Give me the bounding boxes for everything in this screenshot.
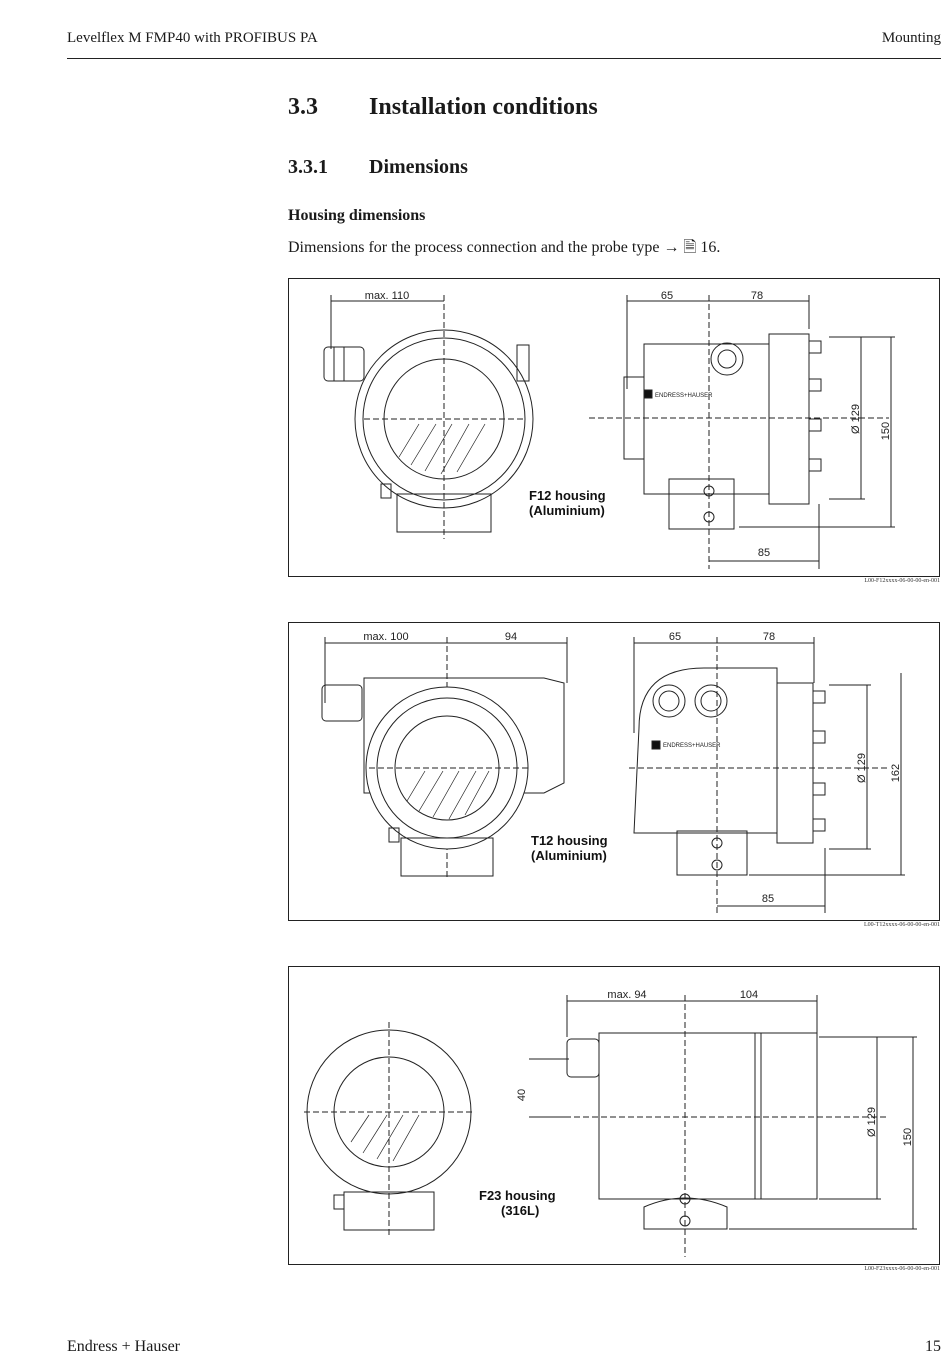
page-number: 15	[925, 1338, 941, 1355]
figure-code: L00-T12xxxx-06-00-00-en-001	[864, 922, 940, 928]
f12-drawing	[289, 279, 939, 576]
dim-h-label: 162	[890, 763, 902, 783]
figure-f23-housing	[288, 966, 940, 1265]
dim-b-label: 78	[750, 290, 764, 302]
dim-c-label: 85	[761, 893, 775, 905]
dim-b-label: 78	[762, 631, 776, 643]
gland-port	[711, 343, 743, 375]
subsection-number: 3.3.1	[288, 156, 328, 178]
hatch	[351, 1115, 419, 1161]
dim-dia-label: Ø 129	[856, 753, 868, 783]
cover-rib	[809, 379, 821, 391]
cover-rib	[813, 731, 825, 743]
footer-brand: Endress + Hauser	[67, 1338, 180, 1355]
dim-a-label: 65	[668, 631, 682, 643]
figure-f12-housing	[288, 278, 940, 577]
side-plug	[517, 345, 529, 381]
brand-label: ENDRESS+HAUSER	[655, 393, 713, 399]
neck-side	[677, 831, 747, 875]
dim-max-label: max. 100	[363, 631, 409, 643]
housing-label: T12 housing	[531, 833, 608, 848]
material-label: (Aluminium)	[531, 848, 607, 863]
cover-rib	[809, 419, 821, 431]
section-number: 3.3	[288, 94, 318, 120]
section-title: Installation conditions	[369, 94, 598, 120]
running-header-title: Levelflex M FMP40 with PROFIBUS PA	[67, 30, 318, 46]
hatch	[399, 424, 485, 474]
cable-gland	[322, 685, 362, 721]
gland-port	[695, 685, 727, 717]
dim-max-label: max. 94	[607, 989, 647, 1001]
gland-port-inner	[659, 691, 679, 711]
cover-rib	[813, 691, 825, 703]
dim-w-label: 104	[739, 989, 759, 1001]
t12-drawing	[289, 623, 939, 920]
housing-outer	[355, 330, 533, 508]
figure-code: L00-F23xxxx-06-00-00-en-001	[864, 1266, 940, 1272]
cable-gland	[567, 1039, 599, 1077]
cover	[769, 334, 809, 504]
subsection-title: Dimensions	[369, 156, 468, 178]
logo-mark	[652, 741, 660, 749]
figure-code: L00-F12xxxx-06-00-00-en-001	[864, 578, 940, 584]
dim-a-label: 65	[660, 290, 674, 302]
cover-rib	[813, 783, 825, 795]
logo-mark	[644, 390, 652, 398]
figure-t12-housing	[288, 622, 940, 921]
cover-rib	[813, 819, 825, 831]
housing-body	[644, 344, 769, 494]
cover	[777, 683, 813, 843]
earth-screw	[334, 1195, 344, 1209]
dim-h-label: 150	[902, 1127, 914, 1147]
housing-label: F23 housing	[479, 1188, 556, 1203]
intro-paragraph: Dimensions for the process connection and the probe type → 🗎 16.	[288, 239, 721, 256]
material-label: (316L)	[501, 1203, 540, 1218]
header-rule	[67, 58, 941, 59]
gland-port	[653, 685, 685, 717]
gland-port-inner	[718, 350, 736, 368]
dim-max-label: max. 110	[364, 290, 410, 302]
dim-d-label: 94	[504, 631, 518, 643]
housing-dimensions-heading: Housing dimensions	[288, 207, 426, 224]
gland-port-inner	[701, 691, 721, 711]
running-header-section: Mounting	[881, 30, 941, 46]
f23-drawing	[289, 967, 939, 1264]
material-label: (Aluminium)	[529, 503, 605, 518]
cover-rib	[809, 341, 821, 353]
cover-rib	[809, 459, 821, 471]
brand-label: ENDRESS+HAUSER	[663, 743, 721, 749]
dim-h-label: 150	[880, 421, 892, 441]
dim-dia-label: Ø 129	[866, 1107, 878, 1137]
dim-off-label: 40	[516, 1088, 528, 1102]
dim-c-label: 85	[757, 547, 771, 559]
housing-body	[599, 1033, 817, 1199]
section-heading	[288, 94, 598, 121]
dim-dia-label: Ø 129	[850, 404, 862, 434]
subsection-heading	[288, 156, 468, 179]
neck-side	[669, 479, 734, 529]
housing-label: F12 housing	[529, 488, 606, 503]
